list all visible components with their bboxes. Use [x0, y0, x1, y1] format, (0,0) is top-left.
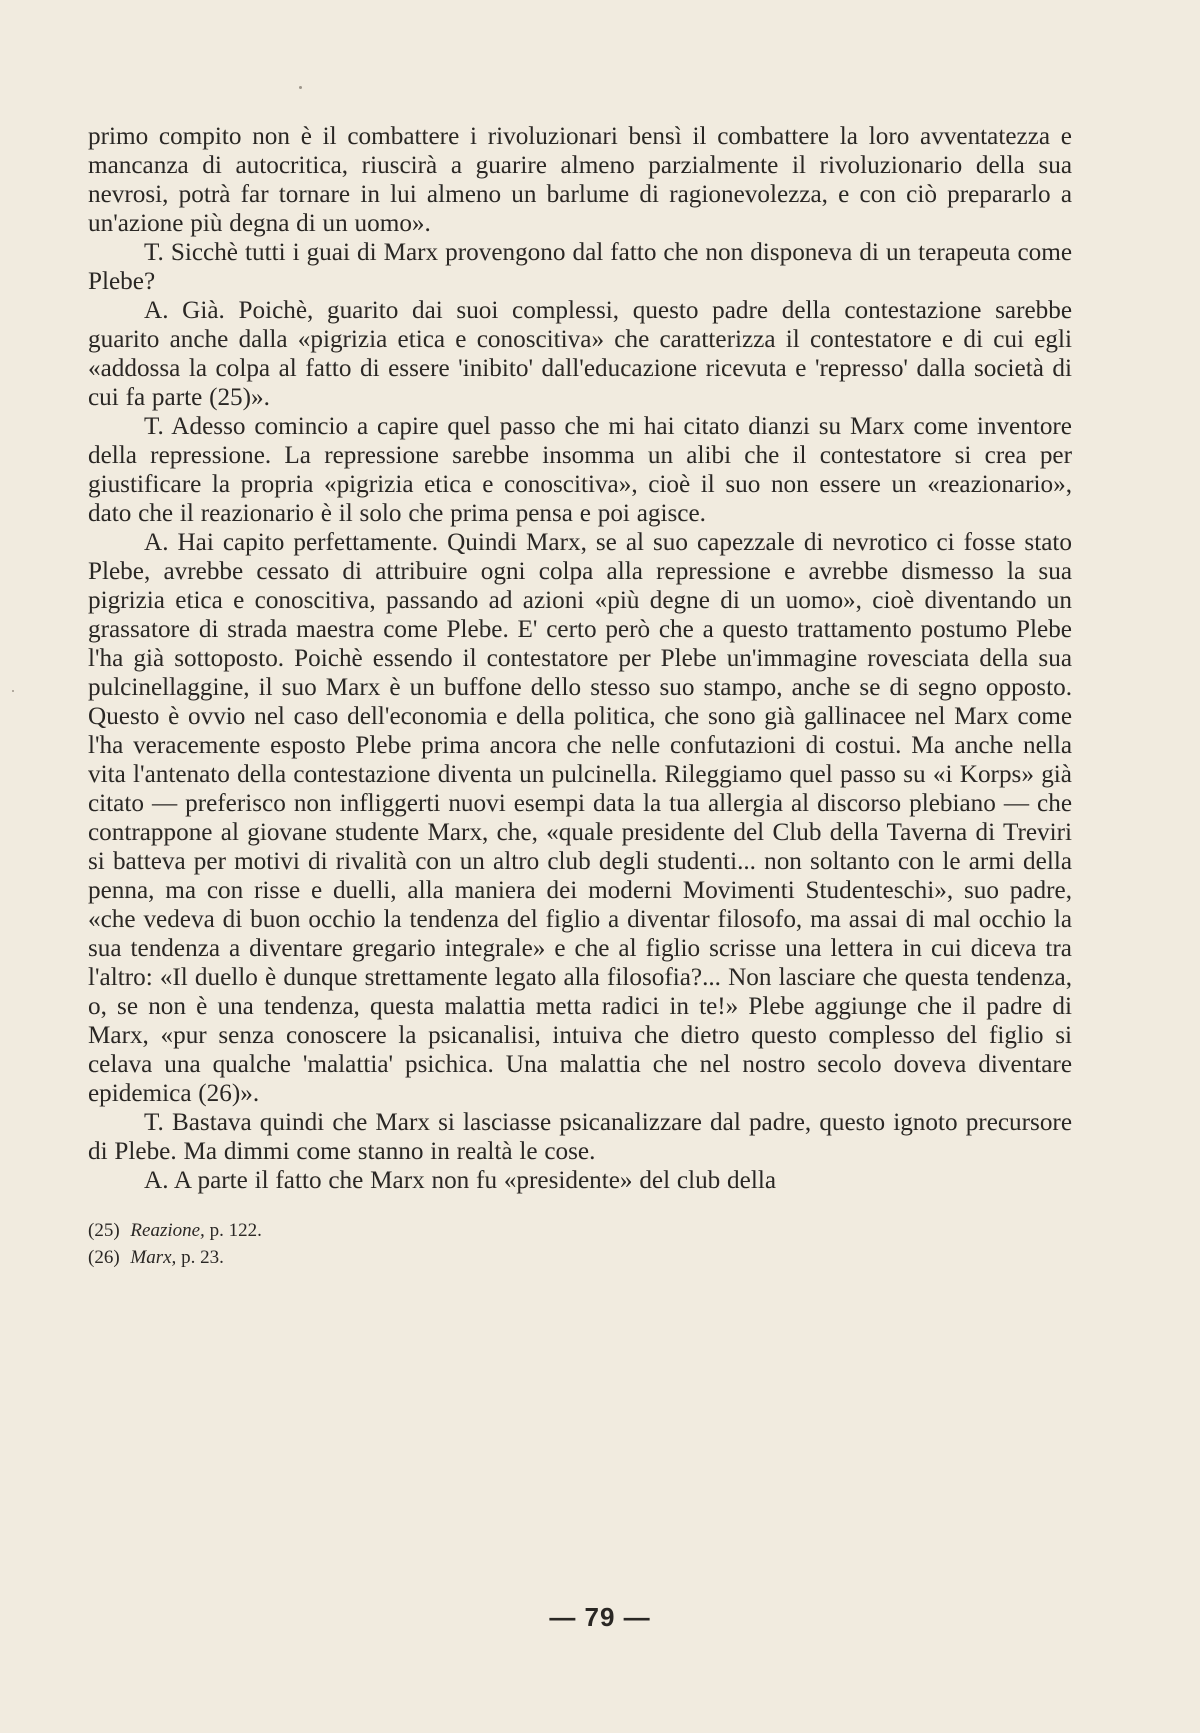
paragraph: T. Adesso comincio a capire quel passo che mi hai citato dianzi su Marx come inventore della repressione. La repressione sarebbe insomma un alibi che il contestatore si crea per giustificare la propria «pigrizia etica e conoscitiva», cioè il suo non essere un «reazionario», dato che il reazionario è il solo che prima pensa e poi agisce. [88, 413, 1072, 527]
paragraph: T. Bastava quindi che Marx si lasciasse psicanalizzare dal padre, questo ignoto precursore di Plebe. Ma dimmi come stanno in realtà le cose. [88, 1109, 1072, 1165]
paragraph: primo compito non è il combattere i rivoluzionari bensì il combattere la loro avventatezza e mancanza di autocritica, riuscirà a guarire almeno parzialmente il rivoluzionario della sua nevrosi, potrà far tornare in lui almeno un barlume di ragionevolezza, e con ciò prepararlo a un'azione più degna di un uomo». [88, 123, 1072, 237]
footnote-number: (26) [88, 1247, 120, 1268]
footnote [88, 1217, 1072, 1244]
footnote-page: p. 122. [209, 1220, 262, 1241]
paragraph: T. Sicchè tutti i guai di Marx provengono dal fatto che non disponeva di un terapeuta come Plebe? [88, 239, 1072, 295]
paper-speck [299, 86, 302, 89]
paper-speck [12, 690, 14, 692]
paragraph: A. A parte il fatto che Marx non fu «presidente» del club della [144, 1167, 776, 1194]
body-text [88, 122, 1072, 1195]
footnote-page: p. 23. [181, 1247, 224, 1268]
footnote-title: Reazione, [130, 1220, 205, 1241]
footnote-number: (25) [88, 1220, 120, 1241]
paragraph: A. Già. Poichè, guarito dai suoi complessi, questo padre della contestazione sarebbe guarito anche dalla «pigrizia etica e conoscitiva» che caratterizza il contestatore e di cui egli «addossa la colpa al fatto di essere 'inibito' dall'educazione ricevuta e 'represso' dalla società di cui fa parte (25)». [88, 297, 1072, 411]
page-content [88, 122, 1072, 1271]
footnote [88, 1244, 1072, 1271]
page-number: — 79 — [549, 1602, 651, 1632]
paragraph: A. Hai capito perfettamente. Quindi Marx, se al suo capezzale di nevrotico ci fosse stato Plebe, avrebbe cessato di attribuire ogni colpa alla repressione e avrebbe dismesso la sua pigrizia etica e conoscitiva, passando ad azioni «più degne di un uomo», cioè diventando un grassatore di strada maestra come Plebe. E' certo però che a questo trattamento postumo Plebe l'ha già sottoposto. Poichè essendo il contestatore per Plebe un'immagine rovesciata della sua pulcinellaggine, il suo Marx è un buffone dello stesso suo stampo, anche se di segno opposto. Questo è ovvio nel caso dell'economia e della politica, che sono già gallinacee nel Marx come l'ha veracemente esposto Plebe prima ancora che nelle confutazioni di costui. Ma anche nella vita l'antenato della contestazione diventa un pulcinella. Rileggiamo quel passo su «i Korps» già citato — preferisco non infliggerti nuovi esempi data la tua allergia al discorso plebiano — che contrappone al giovane studente Marx, che, «quale presidente del Club della Taverna di Treviri si batteva per motivi di rivalità con un altro club degli studenti... non soltanto con le armi della penna, ma con risse e duelli, alla maniera dei moderni Movimenti Studenteschi», suo padre, «che vedeva di buon occhio la tendenza del figlio a diventar filosofo, ma assai di mal occhio la sua tendenza a diventare gregario integrale» e che al figlio scrisse una lettera in cui diceva tra l'altro: «Il duello è dunque strettamente legato alla filosofia?... Non lasciare che questa tendenza, o, se non è una tendenza, questa malattia metta radici in te!» Plebe aggiunge che il padre di Marx, «pur senza conoscere la psicanalisi, intuiva che dietro questo complesso del figlio si celava una qualche 'malattia' psichica. Una malattia che nel nostro secolo doveva diventare epidemica (26)». [88, 529, 1072, 1107]
footnotes [88, 1217, 1072, 1271]
footnote-title: Marx, [130, 1247, 177, 1268]
